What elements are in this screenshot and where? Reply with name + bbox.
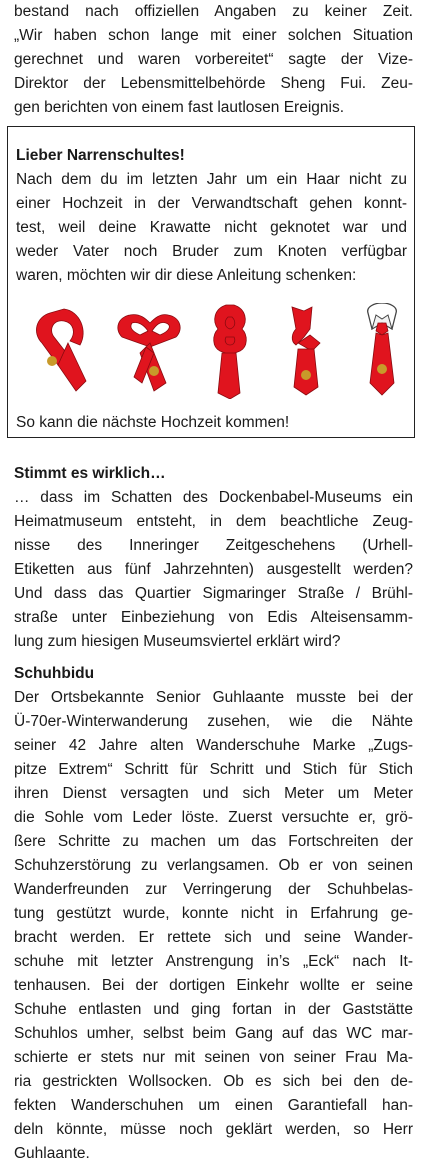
section-line: bracht werden. Er rettete sich und seine Wander- <box>14 929 413 946</box>
box-line: test, weil deine Krawatte nicht geknotet war und <box>16 219 407 236</box>
section-line: pitze Extrem“ Schritt für Schritt und Stich für Stich <box>14 761 413 778</box>
box-title: Lieber Narrenschultes! <box>16 147 185 164</box>
tie-step-1-icon <box>36 309 86 391</box>
section-line: straße unter Einbeziehung von Edis Alteisensamm- <box>14 609 413 626</box>
intro-paragraph <box>14 0 413 120</box>
intro-line: „Wir haben schon lange mit einer solchen Situation <box>14 27 413 44</box>
box-line: weder Vater noch Bruder zum Knoten verfügbar <box>16 243 407 260</box>
tie-step-3-icon <box>214 305 247 399</box>
section-line: nisse des Inneringer Zeitgeschehens (Urhell- <box>14 537 413 554</box>
section-line: fekten Wanderschuhen um einen Garantiefall han- <box>14 1097 413 1114</box>
section-line: Schuhlos umher, selbst beim Gang auf das WC mar- <box>14 1025 413 1042</box>
tie-step-2-icon <box>118 315 180 391</box>
intro-line: Direktor der Lebensmittelbehörde Sheng Fui. Zeu- <box>14 75 413 92</box>
section-line: lung zum hiesigen Museumsviertel erklärt wird? <box>14 633 341 650</box>
tie-step-5-icon <box>368 303 397 395</box>
section-line: Guhlaante. <box>14 1145 90 1162</box>
section-line: ihren Dienst versagten und sich Meter um Meter <box>14 785 413 802</box>
section-title: Schuhbidu <box>14 665 95 682</box>
intro-line: bestand nach offiziellen Angaben zu keiner Zeit. <box>14 3 413 20</box>
section-line: seiner 42 Jahre alten Wanderschuhe Marke „Zugs- <box>14 737 413 754</box>
box-line: einer Hochzeit in der Verwandtschaft gehen konnt- <box>16 195 407 212</box>
section-line: ßere Schritte zu machen um das Fortschreiten der <box>14 833 413 850</box>
tie-step-4-icon <box>292 307 320 395</box>
section-line: Wanderfreunden zur Verringerung der Schuhbelas- <box>14 881 413 898</box>
section-line: … dass im Schatten des Dockenbabel-Museums ein <box>14 489 413 506</box>
section-line: tenhausen. Bei der dortigen Einkehr wollte er seine <box>14 977 413 994</box>
section-line: die Sohle vom Leder löste. Zuerst versuchte er, grö- <box>14 809 413 826</box>
section-title: Stimmt es wirklich… <box>14 465 166 482</box>
section-line: schierte er stets nur mit seinen von seiner Frau Ma- <box>14 1049 413 1066</box>
intro-line: gerechnet und waren vorbereitet“ sagte der Vize- <box>14 51 413 68</box>
section-line: Schuhe entlasten und ging fortan in der Gaststätte <box>14 1001 413 1018</box>
section-line: Der Ortsbekannte Senior Guhlaante musste bei der <box>14 689 413 706</box>
section-line: Etiketten aus fünf Jahrzehnten) ausgestellt werden? <box>14 561 413 578</box>
section-line: Schuhzerstörung zu verlangsamen. Ob er von seinen <box>14 857 413 874</box>
section-line: tung gestützt wurde, konnte nicht in Erfahrung ge- <box>14 905 413 922</box>
section-line: ria gestrickten Wollsocken. Ob es sich bei den de- <box>14 1073 413 1090</box>
section-line: schuhe mit letzter Anstrengung in’s „Eck“ nach It- <box>14 953 413 970</box>
section-line: deln könnte, müsse noch geklärt werden, so Herr <box>14 1121 413 1138</box>
box-line: waren, möchten wir dir diese Anleitung schenken: <box>16 267 357 284</box>
section-stimmt-es-wirklich <box>14 462 413 654</box>
section-schuhbidu <box>14 662 413 1166</box>
tie-instruction-box <box>7 126 415 438</box>
section-line: Und dass das Quartier Sigmaringer Straße / Brühl- <box>14 585 413 602</box>
box-line: Nach dem du im letzten Jahr um ein Haar nicht zu <box>16 171 407 188</box>
intro-line: gen berichten von einem fast lautlosen Ereignis. <box>14 99 345 116</box>
tie-knot-steps-illustration <box>18 303 408 399</box>
section-line: Ü-70er-Winterwanderung zusehen, wie die Nähte <box>14 713 413 730</box>
box-closing: So kann die nächste Hochzeit kommen! <box>16 414 290 431</box>
section-line: Heimatmuseum entsteht, in dem beachtliche Zeug- <box>14 513 413 530</box>
